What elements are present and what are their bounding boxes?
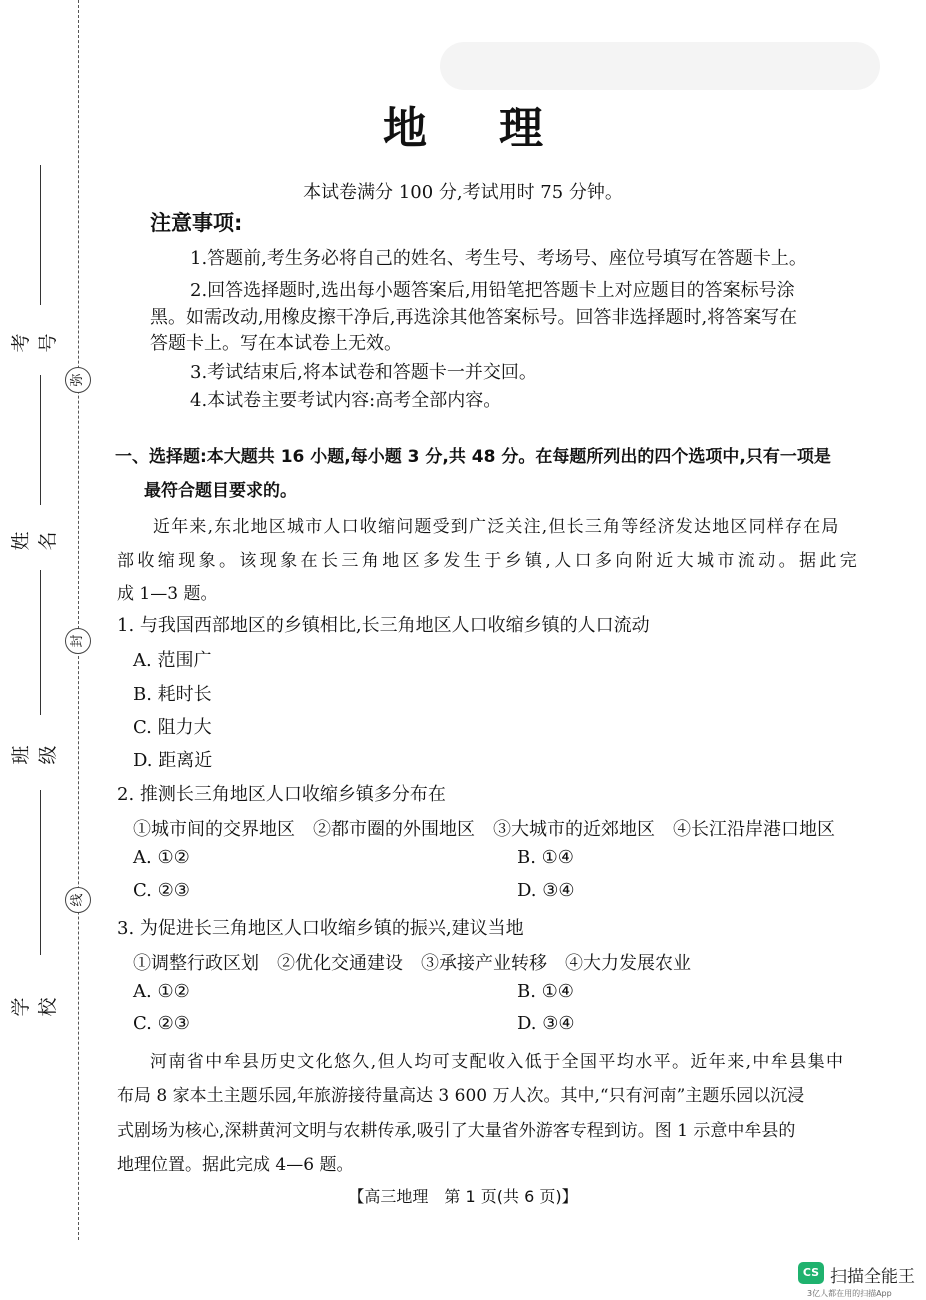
- notice-line-4: 答题卡上。写在本试卷上无效。: [150, 333, 402, 354]
- class-line: [40, 570, 41, 715]
- passage2-line-4: 地理位置。据此完成 4—6 题。: [117, 1155, 354, 1175]
- q1-option-b: B. 耗时长: [133, 684, 212, 705]
- scan-shadow: [440, 42, 880, 90]
- q3-stem: 3. 为促进长三角地区人口收缩乡镇的振兴,建议当地: [117, 918, 524, 939]
- q3-option-d: D. ③④: [517, 1013, 575, 1034]
- q3-option-b: B. ①④: [517, 981, 574, 1002]
- notice-line-5: 3.考试结束后,将本试卷和答题卡一并交回。: [190, 362, 537, 383]
- camscanner-tagline: 3亿人都在用的扫描App: [807, 1289, 892, 1298]
- q1-option-d: D. 距离近: [133, 750, 213, 771]
- page-footer: 【高三地理 第 1 页(共 6 页)】: [348, 1187, 578, 1206]
- seal-feng: 封: [65, 628, 91, 654]
- section-heading-line-1: 一、选择题:本大题共 16 小题,每小题 3 分,共 48 分。在每题所列出的四个选项中,只有一项是: [115, 447, 831, 467]
- name-line: [40, 375, 41, 505]
- notice-line-3: 黑。如需改动,用橡皮擦干净后,再选涂其他答案标号。回答非选择题时,将答案写在: [150, 307, 798, 328]
- passage2-line-2: 布局 8 家本土主题乐园,年旅游接待量高达 3 600 万人次。其中,“只有河南”主题乐园以沉浸: [117, 1086, 805, 1106]
- passage1-line-3: 成 1—3 题。: [117, 584, 218, 604]
- seal-xian: 线: [65, 887, 91, 913]
- q2-stem: 2. 推测长三角地区人口收缩乡镇多分布在: [117, 784, 446, 805]
- class-label: 班级: [10, 745, 59, 765]
- q3-option-c: C. ②③: [133, 1013, 190, 1034]
- passage1-line-2: 部收缩现象。该现象在长三角地区多发生于乡镇,人口多向附近大城市流动。据此完: [117, 551, 861, 571]
- q2-option-b: B. ①④: [517, 847, 574, 868]
- notice-heading: 注意事项:: [150, 211, 243, 235]
- exam-info: 本试卷满分 100 分,考试用时 75 分钟。: [303, 182, 623, 203]
- q1-stem: 1. 与我国西部地区的乡镇相比,长三角地区人口收缩乡镇的人口流动: [117, 615, 650, 636]
- notice-line-1: 1.答题前,考生务必将自己的姓名、考生号、考场号、座位号填写在答题卡上。: [190, 248, 807, 269]
- notice-line-2: 2.回答选择题时,选出每小题答案后,用铅笔把答题卡上对应题目的答案标号涂: [190, 280, 795, 301]
- passage2-line-1: 河南省中牟县历史文化悠久,但人均可支配收入低于全国平均水平。近年来,中牟县集中: [150, 1052, 845, 1072]
- seal-mi: 弥: [65, 367, 91, 393]
- q1-option-c: C. 阻力大: [133, 717, 212, 738]
- name-label: 姓名: [10, 531, 59, 551]
- exam-no-label: 考号: [10, 333, 59, 353]
- q2-items: ①城市间的交界地区 ②都市圈的外围地区 ③大城市的近郊地区 ④长江沿岸港口地区: [133, 819, 835, 840]
- section-heading-line-2: 最符合题目要求的。: [144, 481, 297, 501]
- school-line: [40, 790, 41, 955]
- camscanner-logo-icon: CS: [798, 1262, 824, 1284]
- q1-option-a: A. 范围广: [133, 650, 212, 671]
- q3-option-a: A. ①②: [133, 981, 190, 1002]
- camscanner-name: 扫描全能王: [830, 1267, 915, 1287]
- page-title: 地理: [383, 103, 615, 154]
- passage1-line-1: 近年来,东北地区城市人口收缩问题受到广泛关注,但长三角等经济发达地区同样存在局: [153, 517, 840, 537]
- q2-option-c: C. ②③: [133, 880, 190, 901]
- notice-line-6: 4.本试卷主要考试内容:高考全部内容。: [190, 390, 502, 411]
- q2-option-d: D. ③④: [517, 880, 575, 901]
- passage2-line-3: 式剧场为核心,深耕黄河文明与农耕传承,吸引了大量省外游客专程到访。图 1 示意中牟县的: [117, 1121, 796, 1141]
- school-label: 学校: [10, 997, 59, 1017]
- q3-items: ①调整行政区划 ②优化交通建设 ③承接产业转移 ④大力发展农业: [133, 953, 691, 974]
- q2-option-a: A. ①②: [133, 847, 190, 868]
